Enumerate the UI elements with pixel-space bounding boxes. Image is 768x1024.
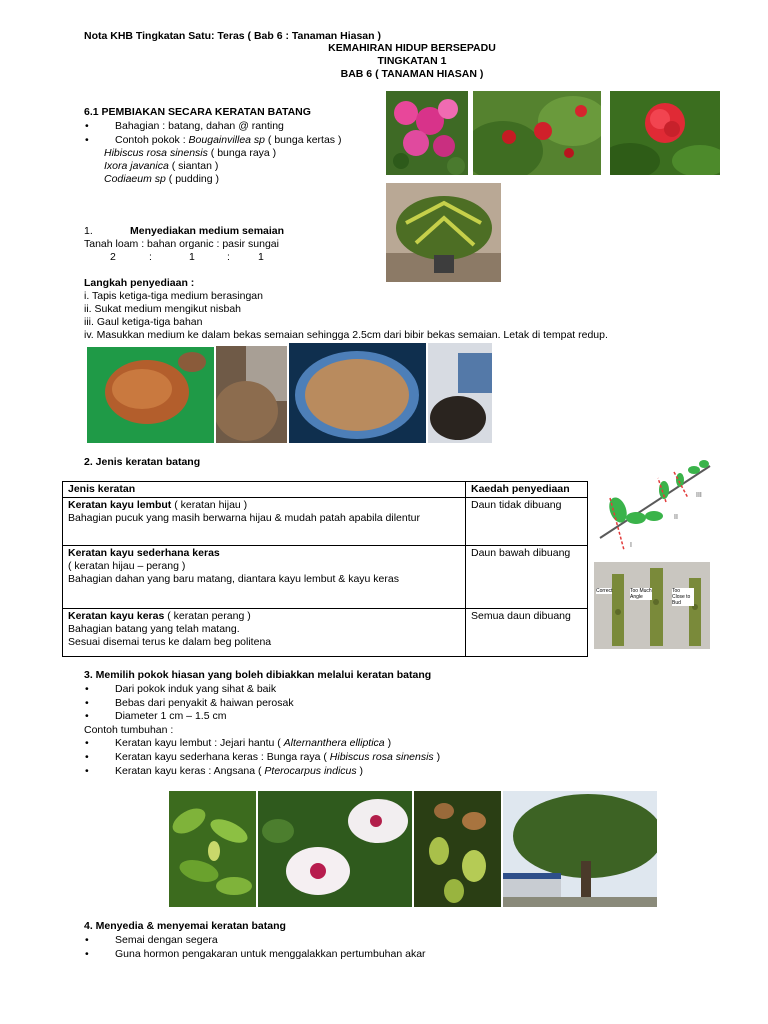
section-2-heading: 2. Jenis keratan batang [84, 456, 201, 468]
bougainvillea-photo [386, 91, 468, 175]
stem-label: Too Close to Bud [672, 588, 694, 606]
stem-label: Too Much Angle [630, 588, 652, 600]
section-4-heading: 4. Menyedia & menyemai keratan batang [84, 920, 286, 932]
ratio-value-3: 1 [258, 251, 264, 263]
list-item: • Bebas dari penyakit & haiwan perosak [85, 697, 294, 709]
list-item: • Keratan kayu sederhana keras : Bunga raya ( Hibiscus rosa sinensis ) [85, 751, 441, 763]
filling-pot-photo [428, 343, 492, 443]
step-item: ii. Sukat medium mengikut nisbah [84, 303, 241, 315]
hibiscus-photo [473, 91, 601, 175]
list-item: • Diameter 1 cm – 1.5 cm [85, 710, 227, 722]
medium-heading: Menyediakan medium semaian [130, 225, 285, 237]
step-item: i. Tapis ketiga-tiga medium berasingan [84, 290, 263, 302]
list-item: • Keratan kayu lembut : Jejari hantu ( Alternanthera elliptica ) [85, 737, 392, 749]
ixora-photo [610, 91, 720, 175]
step-number: 1. [84, 225, 93, 237]
angsana-pods-photo [414, 791, 501, 907]
step-item: iv. Masukkan medium ke dalam bekas semaian sehingga 2.5cm dari bibir bekas semaian. Letak di tempat redup. [84, 329, 608, 341]
bullet-glyph: • [85, 765, 89, 777]
bullet-glyph: • [85, 737, 89, 749]
example-codiaeum: Codiaeum sp ( pudding ) [104, 173, 219, 185]
bullet-glyph: • [85, 120, 89, 132]
ratio-colon-1: : [149, 251, 152, 263]
cutting-diagram [596, 458, 716, 554]
list-item: • Semai dengan segera [85, 934, 218, 946]
main-title: KEMAHIRAN HIDUP BERSEPADU [328, 42, 496, 54]
table-row: Keratan kayu sederhana keras ( keratan hijau – perang ) Bahagian dahan yang baru matang, diantara kayu lembut & kayu keras Daun bawah dibuang [63, 546, 588, 609]
soil-bag-photo [216, 346, 287, 443]
angsana-tree-photo [503, 791, 657, 907]
bullet-glyph: • [85, 751, 89, 763]
ratio-colon-2: : [227, 251, 230, 263]
list-item: • Dari pokok induk yang sihat & baik [85, 683, 277, 695]
bullet-glyph: • [85, 697, 89, 709]
list-item: • Keratan kayu keras : Angsana ( Pterocarpus indicus ) [85, 765, 364, 777]
codiaeum-photo [386, 183, 501, 282]
note-header: Nota KHB Tingkatan Satu: Teras ( Bab 6 : Tanaman Hiasan ) [84, 30, 381, 42]
diagram-label: II [674, 514, 678, 521]
hibiscus-flower-photo [258, 791, 412, 907]
example-ixora: Ixora javanica ( siantan ) [104, 160, 219, 172]
step-item: iii. Gaul ketiga-tiga bahan [84, 316, 203, 328]
bullet-glyph: • [85, 683, 89, 695]
list-item: • Guna hormon pengakaran untuk menggalakkan pertumbuhan akar [85, 948, 426, 960]
ratio-text: Tanah loam : bahan organic : pasir sungai [84, 238, 279, 250]
list-item: • Bahagian : batang, dahan @ ranting [85, 120, 284, 132]
bullet-glyph: • [85, 948, 89, 960]
diagram-label: I [630, 542, 632, 549]
stem-label: Correct [596, 588, 613, 594]
bullet-glyph: • [85, 710, 89, 722]
alternanthera-photo [169, 791, 256, 907]
cutting-types-table [62, 481, 588, 657]
ratio-value-2: 1 [189, 251, 195, 263]
steps-heading: Langkah penyediaan : [84, 277, 195, 289]
column-header: Kaedah penyediaan [466, 482, 588, 498]
bullet-glyph: • [85, 134, 89, 146]
table-row: Keratan kayu lembut ( keratan hijau ) Bahagian pucuk yang masih berwarna hijau & mudah patah apabila dilentur Daun tidak dibuang [63, 498, 588, 546]
table-header-row [63, 482, 588, 498]
soil-mat-photo [87, 347, 214, 443]
example-hibiscus: Hibiscus rosa sinensis ( bunga raya ) [104, 147, 277, 159]
section-6-1-heading: 6.1 PEMBIAKAN SECARA KERATAN BATANG [84, 106, 311, 118]
form-title: TINGKATAN 1 [377, 55, 447, 67]
examples-label: Contoh tumbuhan : [84, 724, 174, 736]
column-header: Jenis keratan [63, 482, 466, 498]
chapter-title: BAB 6 ( TANAMAN HIASAN ) [340, 68, 484, 80]
stem-cuts-photo [594, 562, 710, 649]
section-3-heading: 3. Memilih pokok hiasan yang boleh dibiakkan melalui keratan batang [84, 669, 432, 681]
ratio-value-1: 2 [110, 251, 116, 263]
diagram-label: III [696, 492, 702, 499]
medium-tray-photo [289, 343, 426, 443]
list-item: • Contoh pokok : Bougainvillea sp ( bunga kertas ) [85, 134, 342, 146]
bullet-glyph: • [85, 934, 89, 946]
table-row: Keratan kayu keras ( keratan perang ) Bahagian batang yang telah matang. Sesuai disemai terus ke dalam beg politena Semua daun dibuang [63, 609, 588, 657]
